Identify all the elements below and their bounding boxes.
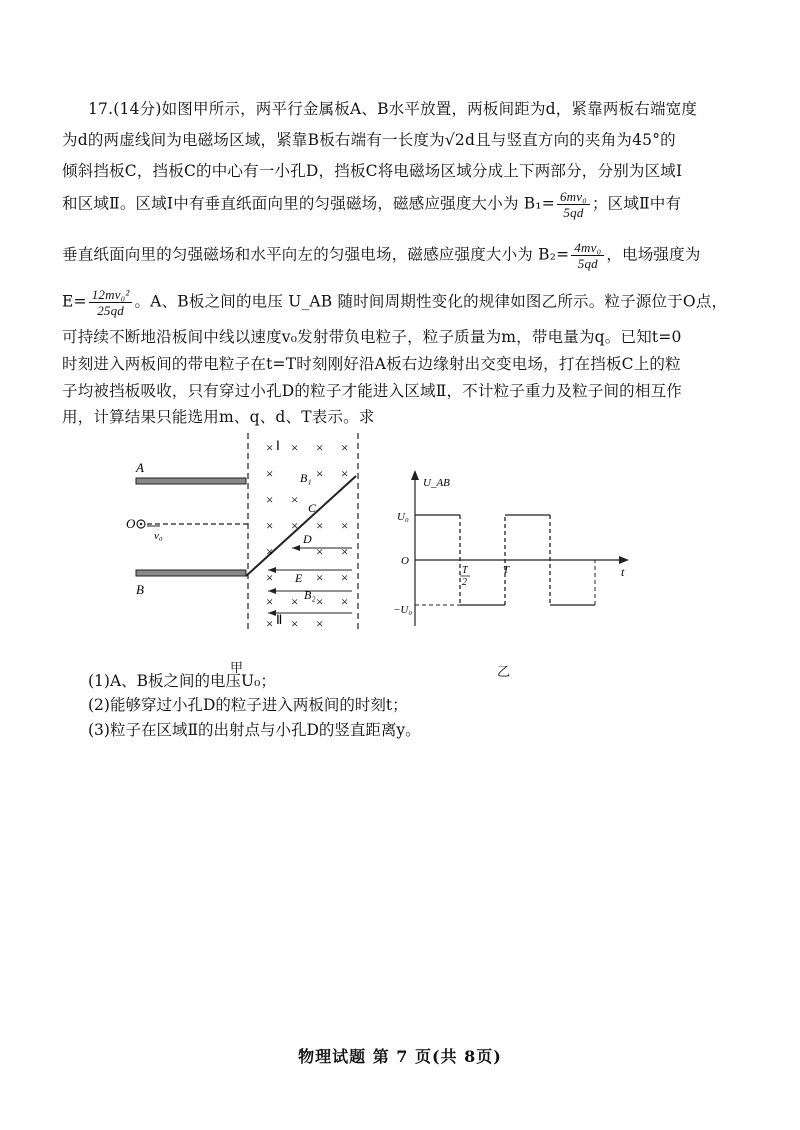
field-cross: × xyxy=(316,594,324,609)
field-cross: × xyxy=(341,466,349,481)
field-cross: × xyxy=(341,440,349,455)
label-region-1: Ⅰ xyxy=(276,438,280,453)
question-3: (3)粒子在区域Ⅱ的出射点与小孔D的竖直距离y。 xyxy=(88,721,421,739)
field-cross: × xyxy=(266,616,274,631)
problem-line-9: 子均被挡板吸收，只有穿过小孔D的粒子才能进入区域Ⅱ，不计粒子重力及粒子间的相互作 xyxy=(62,382,682,400)
label-o: O xyxy=(126,516,136,531)
e-fraction: $\frac{\text{12mv₀²}}{25qd}$ xyxy=(89,287,133,318)
baffle-c xyxy=(246,476,356,576)
label-region-2: Ⅱ xyxy=(276,612,283,627)
field-cross: × xyxy=(341,544,349,559)
caption-yi: 乙 xyxy=(497,665,511,680)
figure-yi xyxy=(395,468,635,633)
field-cross: × xyxy=(266,518,274,533)
label-c: C xyxy=(308,501,317,515)
field-cross: × xyxy=(291,616,299,631)
plate-a xyxy=(136,478,246,484)
tick-t: T xyxy=(503,564,510,576)
field-cross: × xyxy=(266,544,274,559)
tick-neg-u0: −U₀ xyxy=(393,604,413,616)
label-a: A xyxy=(136,460,144,475)
tick-u0: U₀ xyxy=(397,511,409,523)
problem-line-7: 可持续不断地沿板间中线以速度v₀发射带负电粒子，粒子质量为m，带电量为q。已知t=0 xyxy=(62,328,682,346)
field-cross: × xyxy=(291,440,299,455)
electric-field-lines xyxy=(268,545,352,616)
x-axis-label: t xyxy=(621,565,625,579)
field-cross: × xyxy=(341,518,349,533)
problem-line-2: 为d的两虚线间为电磁场区域，紧靠B板右端有一长度为√2d且与竖直方向的夹角为45°的 xyxy=(62,131,676,149)
problem-score: (14分) xyxy=(113,100,162,118)
field-cross: × xyxy=(341,594,349,609)
field-cross: × xyxy=(291,518,299,533)
field-cross: × xyxy=(266,466,274,481)
question-1: (1)A、B板之间的电压U₀； xyxy=(88,672,276,690)
label-b: B xyxy=(136,582,144,597)
problem-line-5: 垂直纸面向里的匀强磁场和水平向左的匀强电场，磁感应强度大小为 B₂= $\frac{\text{4mv₀}}{5qd}$ ，电场强度为 xyxy=(62,240,701,271)
field-cross: × xyxy=(316,466,324,481)
field-cross: × xyxy=(316,440,324,455)
y-axis-arrow xyxy=(411,470,419,480)
problem-line-8: 时刻进入两板间的带电粒子在t=T时刻刚好沿A板右边缘射出交变电场，打在挡板C上的粒 xyxy=(62,355,681,373)
question-2: (2)能够穿过小孔D的粒子进入两板间的时刻t； xyxy=(88,696,408,714)
field-cross: × xyxy=(316,570,324,585)
field-cross: × xyxy=(291,492,299,507)
y-axis-label: U_AB xyxy=(423,477,450,489)
label-b1: B₁ xyxy=(300,471,312,485)
field-cross: × xyxy=(291,594,299,609)
problem-line-1: 17.(14分)如图甲所示，两平行金属板A、B水平放置，两板间距为d，紧靠两板右端宽度 xyxy=(88,100,698,118)
b2-fraction: $\frac{\text{4mv₀}}{5qd}$ xyxy=(571,240,604,271)
problem-line-4: 和区域Ⅱ。区域Ⅰ中有垂直纸面向里的匀强磁场，磁感应强度大小为 B₁= $\frac{\text{6mv₀}}{5qd}$ ；区域Ⅱ中有 xyxy=(62,189,682,220)
b1-fraction: $\frac{\text{6mv₀}}{5qd}$ xyxy=(557,189,590,220)
tick-half-t-num: T xyxy=(462,565,468,576)
problem-line-10: 用，计算结果只能选用m、q、d、T表示。求 xyxy=(62,408,375,426)
label-d: D xyxy=(303,532,312,546)
field-cross: × xyxy=(266,440,274,455)
field-cross: × xyxy=(266,570,274,585)
caption-jia: 甲 xyxy=(230,661,244,676)
problem-line-3: 倾斜挡板C，挡板C的中心有一小孔D，挡板C将电磁场区域分成上下两部分，分别为区域Ⅰ xyxy=(62,162,683,180)
page-footer: 物理试题 第 7 页(共 8页) xyxy=(298,1047,502,1066)
tick-half-t-den: 2 xyxy=(462,577,467,588)
label-b2: B₂ xyxy=(304,588,316,602)
label-v0: v₀ xyxy=(154,530,163,542)
field-cross: × xyxy=(316,518,324,533)
field-cross: × xyxy=(266,594,274,609)
plate-b xyxy=(136,570,246,576)
x-axis-arrow xyxy=(619,556,629,564)
field-cross: × xyxy=(266,492,274,507)
field-cross: × xyxy=(316,616,324,631)
problem-number: 17. xyxy=(88,100,114,118)
figure-jia xyxy=(120,428,380,653)
field-cross: × xyxy=(316,544,324,559)
field-cross: × xyxy=(341,570,349,585)
efield-arrowhead xyxy=(292,545,300,551)
problem-line-6: E= $\frac{\text{12mv₀²}}{25qd}$ 。A、B板之间的电压 U_AB 随时间周期性变化的规律如图乙所示。粒子源位于O点， xyxy=(62,287,728,318)
label-e: E xyxy=(295,571,303,585)
tick-zero: O xyxy=(401,555,409,567)
